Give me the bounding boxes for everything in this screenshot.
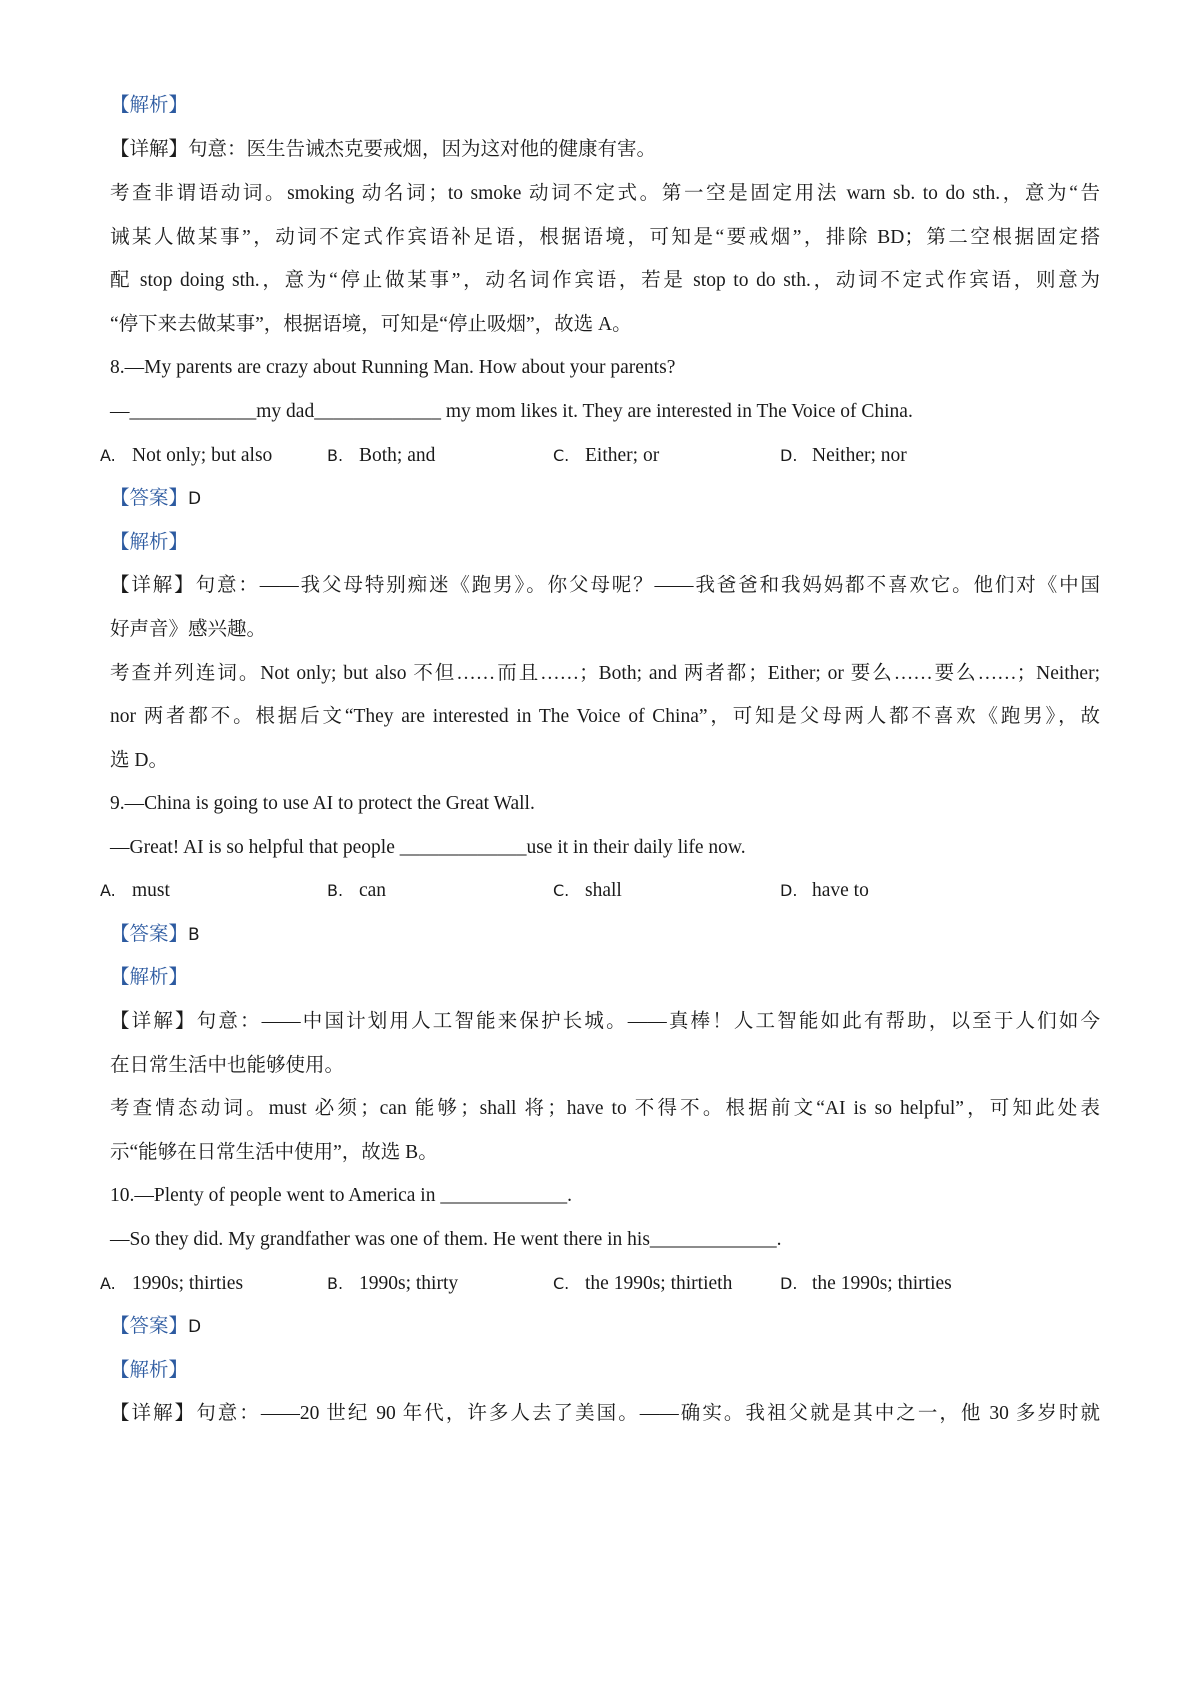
- q7-explanation-line: 配 stop doing sth.，意为“停止做某事”，动名词作宾语，若是 stop to do sth.，动词不定式作宾语，则意为: [110, 270, 1100, 291]
- q10-analysis-heading: [110, 1357, 1100, 1385]
- option-label: B.: [327, 881, 344, 900]
- q9-option-c: [553, 877, 622, 905]
- q9-question: 9.—China is going to use AI to protect the Great Wall.: [110, 793, 535, 814]
- option-text: shall: [585, 880, 622, 901]
- answer-letter: B: [188, 925, 200, 945]
- q8-explanation-line: nor 两者都不。根据后文“They are interested in The Voice of China”，可知是父母两人都不喜欢《跑男》，故: [110, 706, 1100, 727]
- option-text: Both; and: [359, 445, 436, 466]
- answer-letter: D: [188, 489, 202, 509]
- q8-option-d: [780, 442, 907, 470]
- option-label: A.: [100, 446, 116, 465]
- option-label: D.: [780, 1274, 798, 1293]
- detail-tag: 【详解】: [110, 1403, 197, 1424]
- q9-option-d: [780, 877, 869, 905]
- answer-tag: 【答案】: [110, 1316, 189, 1337]
- q7-analysis-heading: [110, 92, 1100, 120]
- option-label: D.: [780, 881, 798, 900]
- q7-explanation-line: “停下来去做某事”，根据语境，可知是“停止吸烟”，故选 A。: [110, 314, 632, 335]
- q8-detail: [110, 572, 1100, 600]
- q8-response: —_____________my dad_____________ my mom likes it. They are interested in The Voice of China.: [110, 401, 913, 422]
- q7-explanation-line: 考查非谓语动词。smoking 动名词；to smoke 动词不定式。第一空是固定用法 warn sb. to do sth.，意为“告: [110, 183, 1100, 204]
- detail-text: 句意：——我父母特别痴迷《跑男》。你父母呢？——我爸爸和我妈妈都不喜欢它。他们对《中国: [195, 575, 1100, 596]
- detail-tag: 【详解】: [110, 1011, 197, 1032]
- option-label: D.: [780, 446, 798, 465]
- q8-option-c: [553, 442, 659, 470]
- detail-text: 句意：——20 世纪 90 年代，许多人去了美国。——确实。我祖父就是其中之一，他 30 多岁时就: [196, 1403, 1100, 1424]
- analysis-tag: 【解析】: [110, 967, 189, 988]
- q8-option-a: [100, 442, 272, 470]
- option-label: A.: [100, 881, 116, 900]
- q7-detail: [110, 136, 1100, 164]
- q8-option-b: [327, 442, 435, 470]
- q9-option-a: [100, 877, 170, 905]
- q10-answer: [110, 1313, 1100, 1341]
- detail-tag: 【详解】: [110, 575, 196, 596]
- q9-option-b: [327, 877, 386, 905]
- q9-analysis-heading: [110, 964, 1100, 992]
- analysis-tag: 【解析】: [110, 95, 189, 116]
- option-label: C.: [553, 446, 570, 465]
- q9-detail-line: 在日常生活中也能够使用。: [110, 1055, 345, 1076]
- option-text: the 1990s; thirties: [812, 1273, 952, 1294]
- q10-option-a: [100, 1270, 243, 1298]
- q9-response: —Great! AI is so helpful that people _____________use it in their daily life now.: [110, 837, 746, 858]
- q8-detail-line: 好声音》感兴趣。: [110, 619, 267, 640]
- q7-explanation-line: 诫某人做某事”，动词不定式作宾语补足语，根据语境，可知是“要戒烟”，排除 BD；第二空根据固定搭: [110, 227, 1100, 248]
- q8-explanation-line: 考查并列连词。Not only; but also 不但……而且……；Both; and 两者都；Either; or 要么……要么……；Neither;: [110, 663, 1100, 684]
- detail-text: 句意：医生告诫杰克要戒烟，因为这对他的健康有害。: [188, 139, 657, 160]
- q10-option-b: [327, 1270, 458, 1298]
- q10-option-c: [553, 1270, 732, 1298]
- option-text: must: [132, 880, 170, 901]
- option-label: C.: [553, 881, 570, 900]
- answer-tag: 【答案】: [110, 488, 189, 509]
- q8-analysis-heading: [110, 529, 1100, 557]
- option-label: A.: [100, 1274, 116, 1293]
- q9-detail: [110, 1008, 1100, 1036]
- option-text: Either; or: [585, 445, 660, 466]
- analysis-tag: 【解析】: [110, 532, 189, 553]
- detail-tag: 【详解】: [110, 139, 189, 160]
- analysis-tag: 【解析】: [110, 1360, 189, 1381]
- q9-answer: [110, 921, 1100, 949]
- option-text: 1990s; thirties: [132, 1273, 244, 1294]
- q8-explanation-line: 选 D。: [110, 750, 168, 771]
- option-label: C.: [553, 1274, 570, 1293]
- option-text: Not only; but also: [132, 445, 273, 466]
- option-text: can: [359, 880, 387, 901]
- detail-text: 句意：——中国计划用人工智能来保护长城。——真棒！人工智能如此有帮助，以至于人们如今: [196, 1011, 1100, 1032]
- q10-option-d: [780, 1270, 952, 1298]
- q10-detail: [110, 1400, 1100, 1428]
- q9-explanation-line: 示“能够在日常生活中使用”，故选 B。: [110, 1142, 438, 1163]
- option-text: 1990s; thirty: [359, 1273, 459, 1294]
- q10-response: —So they did. My grandfather was one of them. He went there in his_____________.: [110, 1229, 782, 1250]
- option-text: the 1990s; thirtieth: [585, 1273, 733, 1294]
- q8-answer: [110, 485, 1100, 513]
- answer-tag: 【答案】: [110, 924, 189, 945]
- option-text: have to: [812, 880, 869, 901]
- q9-explanation-line: 考查情态动词。must 必须；can 能够；shall 将；have to 不得不。根据前文“AI is so helpful”，可知此处表: [110, 1098, 1100, 1119]
- q10-question: 10.—Plenty of people went to America in _____________.: [110, 1185, 572, 1206]
- answer-letter: D: [188, 1317, 202, 1337]
- option-text: Neither; nor: [812, 445, 907, 466]
- option-label: B.: [327, 446, 344, 465]
- option-label: B.: [327, 1274, 344, 1293]
- q8-question: 8.—My parents are crazy about Running Man. How about your parents?: [110, 357, 676, 378]
